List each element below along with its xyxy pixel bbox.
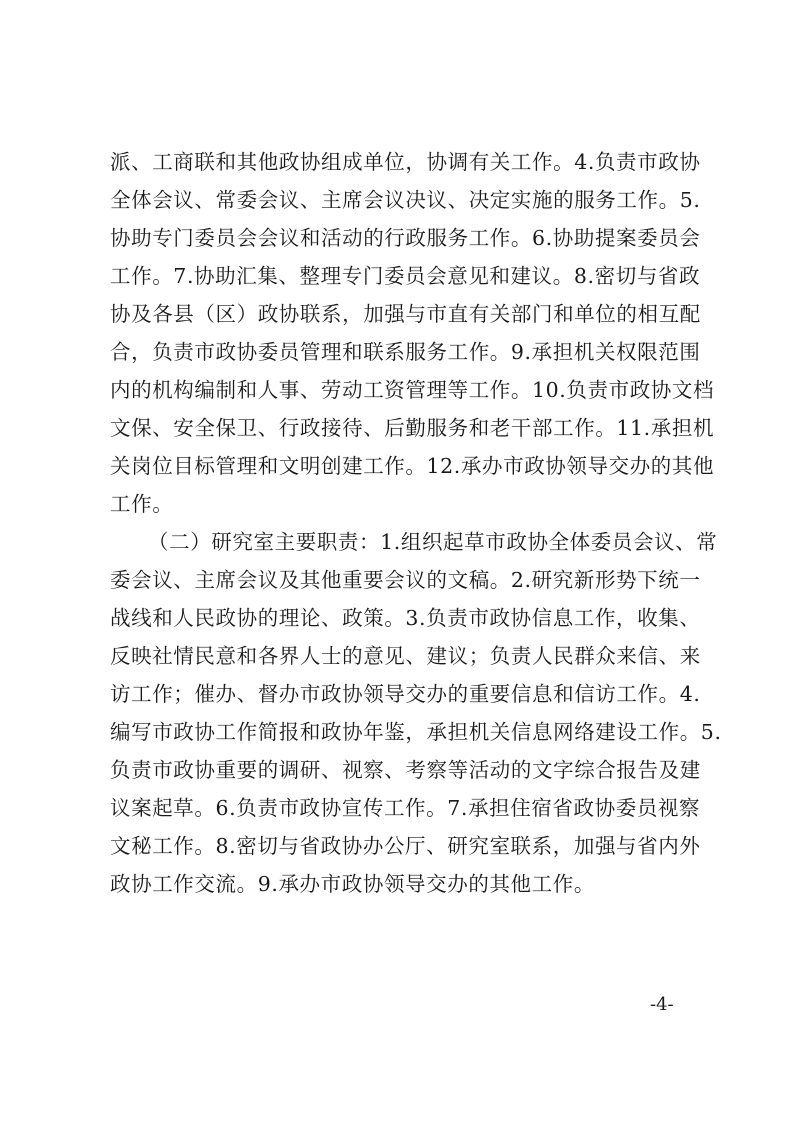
text-line: 协及各县（区）政协联系，加强与市直有关部门和单位的相互配 <box>110 302 701 326</box>
section-heading-line: （二）研究室主要职责：1.组织起草市政协全体委员会议、常 <box>148 530 718 554</box>
text-line: 委会议、主席会议及其他重要会议的文稿。2.研究新形势下统一 <box>110 568 701 592</box>
text-line: 全体会议、常委会议、主席会议决议、决定实施的服务工作。5. <box>110 188 701 212</box>
text-line: 工作。 <box>110 492 174 516</box>
text-line: 关岗位目标管理和文明创建工作。12.承办市政协领导交办的其他 <box>110 454 715 478</box>
text-line: 工作。7.协助汇集、整理专门委员会意见和建议。8.密切与省政 <box>110 264 701 288</box>
text-line: 反映社情民意和各界人士的意见、建议；负责人民群众来信、来 <box>110 644 701 668</box>
text-line: 访工作；催办、督办市政协领导交办的重要信息和信访工作。4. <box>110 682 701 706</box>
page-number: -4- <box>650 994 674 1015</box>
text-line: 文保、安全保卫、行政接待、后勤服务和老干部工作。11.承担机 <box>110 416 715 440</box>
text-line: 派、工商联和其他政协组成单位，协调有关工作。4.负责市政协 <box>110 150 701 174</box>
text-line: 战线和人民政协的理论、政策。3.负责市政协信息工作，收集、 <box>110 606 701 630</box>
text-line: 编写市政协工作简报和政协年鉴，承担机关信息网络建设工作。5. <box>110 720 722 744</box>
text-line: 合，负责市政协委员管理和联系服务工作。9.承担机关权限范围 <box>110 340 701 364</box>
text-line: 负责市政协重要的调研、视察、考察等活动的文字综合报告及建 <box>110 758 701 782</box>
text-line: 协助专门委员会会议和活动的行政服务工作。6.协助提案委员会 <box>110 226 701 250</box>
text-line: 议案起草。6.负责市政协宣传工作。7.承担住宿省政协委员视察 <box>110 796 701 820</box>
text-line: 文秘工作。8.密切与省政协办公厅、研究室联系，加强与省内外 <box>110 834 701 858</box>
text-line: 政协工作交流。9.承办市政协领导交办的其他工作。 <box>110 872 595 896</box>
text-line: 内的机构编制和人事、劳动工资管理等工作。10.负责市政协文档 <box>110 378 715 402</box>
